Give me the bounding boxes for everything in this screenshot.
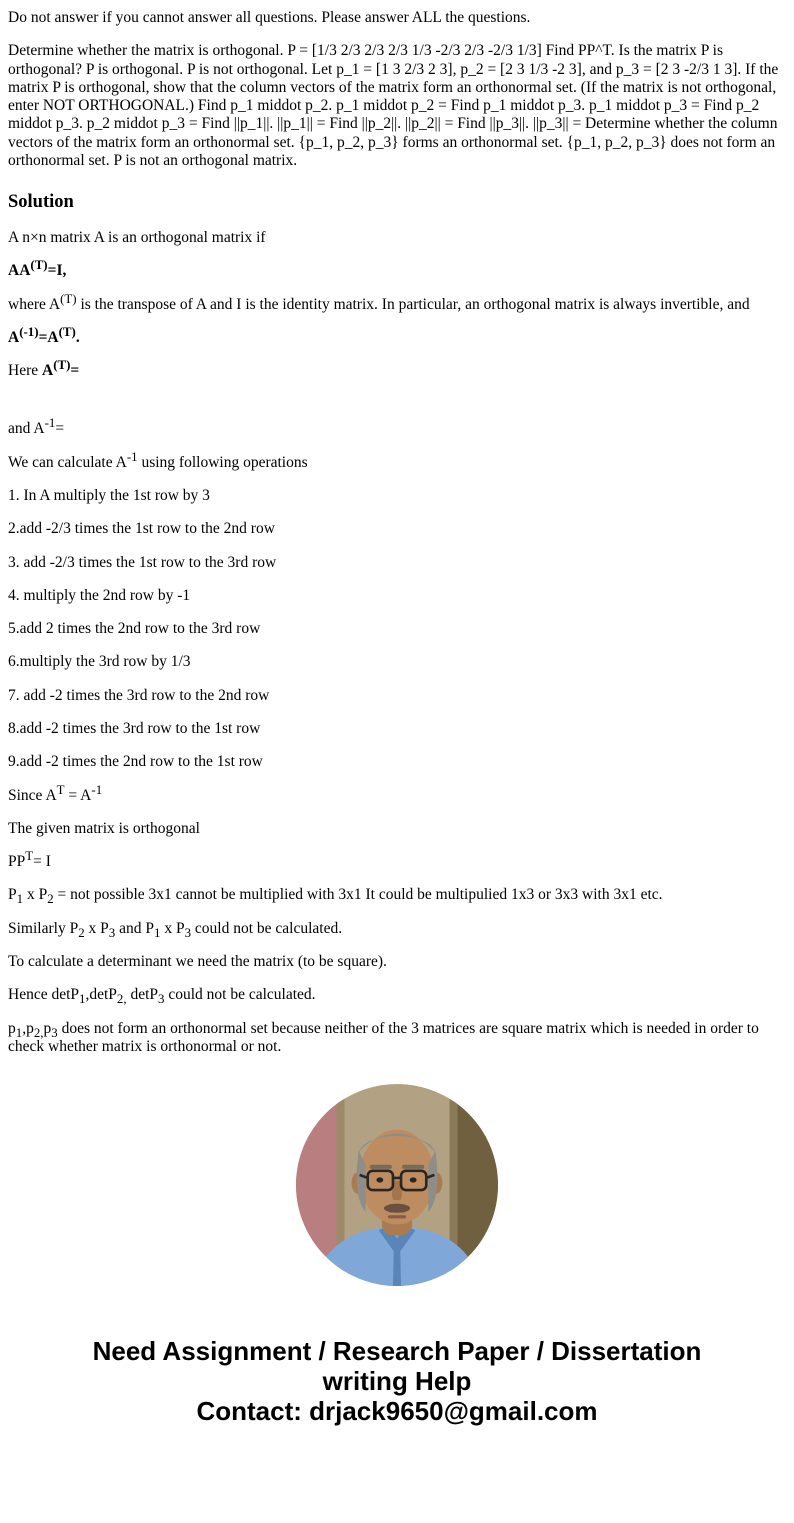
row-operation-step-9: 9.add -2 times the 2nd row to the 1st row (8, 753, 263, 771)
row-operation-step-5: 5.add 2 times the 2nd row to the 3rd row (8, 620, 261, 638)
row-operation-step-1: 1. In A multiply the 1st row by 3 (8, 487, 210, 505)
footer-contact-email: Contact: drjack9650@gmail.com (196, 1396, 598, 1427)
here-transpose-line: Here $A^{(T)}=$ (8, 357, 80, 380)
inverse-line: and $A^{-1}=$ (8, 415, 65, 438)
similarly-line: Similarly $P_2$ x $P_3$ and $P_1$ x $P_3$ could not be calculated. (8, 919, 343, 940)
orthogonal-definition-intro: A n×n matrix A is an orthogonal matrix if (8, 229, 266, 247)
row-operation-step-8: 8.add -2 times the 3rd row to the 1st row (8, 720, 261, 738)
equation-aat: $AA^{(T)}=I$, (8, 257, 67, 280)
row-operation-step-2: 2.add -2/3 times the 1st row to the 2nd row (8, 520, 275, 538)
operations-intro: We can calculate $A^{-1}$ using following operations (8, 448, 308, 471)
question-text: Determine whether the matrix is orthogonal. P = [1/3 2/3 2/3 2/3 1/3 -2/3 2/3 -2/3 1/3] Find PP^T. Is the matrix P is orthogonal? P is orthogonal. P is not orthogonal. Let p_1 = [1 3 2/3 2 3], p_2 = [2 3 1/3 -2 3], and p_3 = [2 3 -2/3 1 3]. If the matrix P is orthogonal, show that the column vectors of the matrix form an orthonormal set. (If the matrix is not orthogonal, enter NOT ORTHOGONAL.) Find p_1 middot p_2. p_1 middot p_2 = Find p_1 middot p_3. p_1 middot p_3 = Find p_2 middot p_3. p_2 middot p_3 = Find ||p_1||. ||p_1|| = Find ||p_2||. ||p_2|| = Find ||p_3||. ||p_3|| = Determine whether the column vectors of the matrix form an orthonormal set. {p_1, p_2, p_3} forms an orthonormal set. {p_1, p_2, p_3} does not form an orthonormal set. P is not an orthogonal matrix. (8, 42, 779, 169)
final-conclusion: $p_1,p_{2,}p_3$ does not form an orthonormal set because neither of the 3 matrices are square matrix which is needed in order to check whether matrix is orthonormal or not. (8, 1019, 759, 1055)
since-transpose-equals-inverse: Since $A^T = A^{-1}$ (8, 781, 103, 804)
footer-ad (8, 1336, 786, 1426)
row-operation-step-7: 7. add -2 times the 3rd row to the 2nd row (8, 686, 270, 704)
row-operation-step-6: 6.multiply the 3rd row by 1/3 (8, 653, 191, 671)
ppt-identity-line: $PP^T= I$ (8, 847, 51, 871)
solution-heading: Solution (8, 192, 74, 213)
row-operation-step-4: 4. multiply the 2nd row by -1 (8, 586, 191, 604)
row-operation-step-3: 3. add -2/3 times the 1st row to the 3rd row (8, 553, 277, 571)
p1-times-p2-line: $P_1$ x $P_2$ = not possible 3x1 cannot be multiplied with 3x1 It could be multipulied 1x3 or 3x3 with 3x1 etc. (8, 886, 663, 907)
orthogonal-conclusion: The given matrix is orthogonal (8, 819, 200, 837)
notice-text: Do not answer if you cannot answer all questions. Please answer ALL the questions. (8, 9, 531, 26)
footer-heading-line-1: Need Assignment / Research Paper / Dissertation (92, 1336, 702, 1367)
footer-heading-line-2: writing Help (322, 1366, 472, 1397)
photo-container (8, 1084, 786, 1286)
equation-inverse-transpose: $A^{(-1)}=A^{(T)}$. (8, 323, 80, 346)
tutor-portrait-photo (296, 1084, 498, 1286)
transpose-explanation: where $A^{(T)}$ is the transpose of A and I is the identity matrix. In particular, an orthogonal matrix is always invertible, and (8, 290, 750, 313)
missing-matrix-placeholder (8, 395, 786, 405)
determinant-note: To calculate a determinant we need the matrix (to be square). (8, 952, 387, 970)
hence-determinants-line: Hence detP$_1$,detP$_{2,}$ detP$_3$ could not be calculated. (8, 986, 316, 1007)
